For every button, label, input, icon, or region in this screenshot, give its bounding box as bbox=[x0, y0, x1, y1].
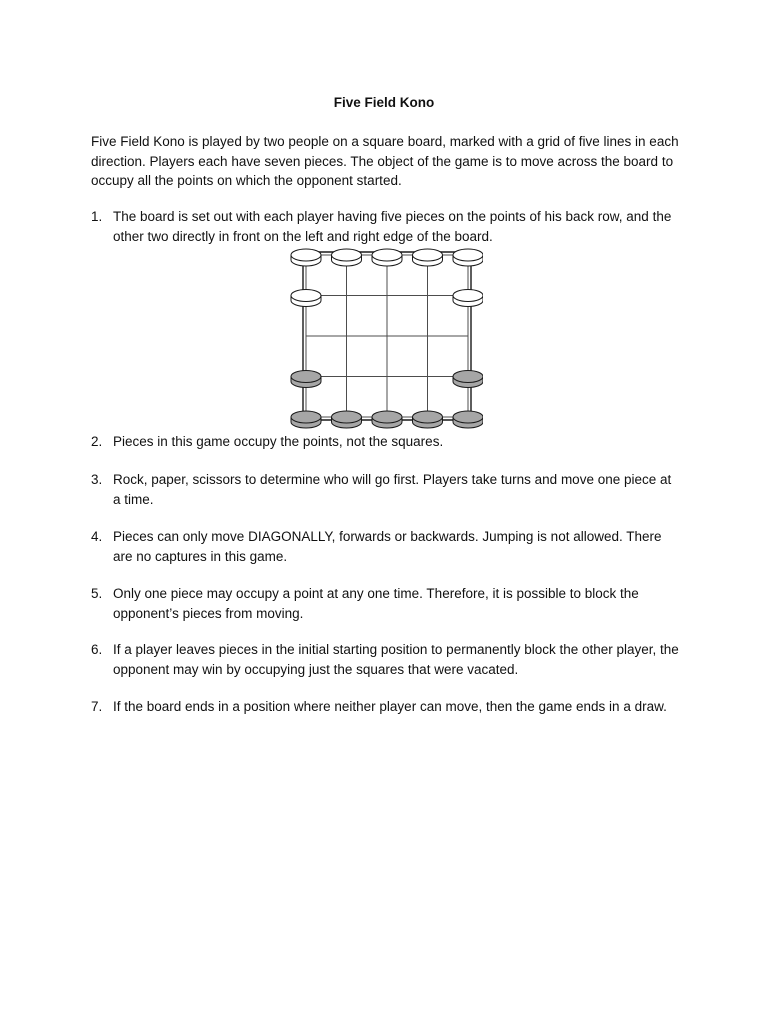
dark-piece bbox=[453, 371, 483, 388]
rule-number: 6. bbox=[91, 642, 103, 657]
rule-item-6 bbox=[91, 640, 681, 679]
rule-number: 5. bbox=[91, 586, 103, 601]
kono-board-diagram bbox=[287, 245, 483, 435]
white-piece bbox=[332, 249, 362, 266]
white-piece bbox=[453, 249, 483, 266]
rule-text: Only one piece may occupy a point at any one time. Therefore, it is possible to block the opponent’s pieces from moving. bbox=[113, 586, 639, 621]
white-piece bbox=[413, 249, 443, 266]
rule-text: If a player leaves pieces in the initial starting position to permanently block the other player, the opponent may win by occupying just the squares that were vacated. bbox=[113, 642, 679, 677]
intro-paragraph: Five Field Kono is played by two people on a square board, marked with a grid of five lines in each direction. Players each have seven pieces. The object of the game is to move across the board to occupy all the points on which the opponent started. bbox=[91, 134, 679, 188]
rule-item-5 bbox=[91, 584, 681, 623]
rule-text: If the board ends in a position where neither player can move, then the game ends in a draw. bbox=[113, 699, 667, 714]
rule-text: Rock, paper, scissors to determine who will go first. Players take turns and move one piece at a time. bbox=[113, 472, 672, 507]
dark-piece bbox=[413, 411, 443, 428]
dark-piece bbox=[372, 411, 402, 428]
dark-piece bbox=[332, 411, 362, 428]
rule-item-2 bbox=[91, 432, 681, 452]
rule-item-7 bbox=[91, 697, 681, 717]
white-piece bbox=[372, 249, 402, 266]
white-piece bbox=[291, 249, 321, 266]
white-piece bbox=[291, 290, 321, 307]
rule-text: Pieces in this game occupy the points, not the squares. bbox=[113, 434, 444, 449]
rule-text: Pieces can only move DIAGONALLY, forwards or backwards. Jumping is not allowed. There are no captures in this game. bbox=[113, 529, 662, 564]
rule-number: 3. bbox=[91, 472, 103, 487]
rule-item-4 bbox=[91, 527, 681, 566]
rule-number: 1. bbox=[91, 209, 103, 224]
board-grid bbox=[303, 252, 471, 420]
rule-number: 7. bbox=[91, 699, 103, 714]
rule-item-1 bbox=[91, 207, 681, 246]
rule-text: The board is set out with each player having five pieces on the points of his back row, and the other two directly in front on the left and right edge of the board. bbox=[113, 209, 672, 244]
document-title: Five Field Kono bbox=[333, 95, 435, 110]
white-piece bbox=[453, 290, 483, 307]
dark-piece bbox=[291, 371, 321, 388]
dark-piece bbox=[291, 411, 321, 428]
rule-item-3 bbox=[91, 470, 681, 509]
dark-piece bbox=[453, 411, 483, 428]
rule-number: 2. bbox=[91, 434, 103, 449]
rule-number: 4. bbox=[91, 529, 103, 544]
